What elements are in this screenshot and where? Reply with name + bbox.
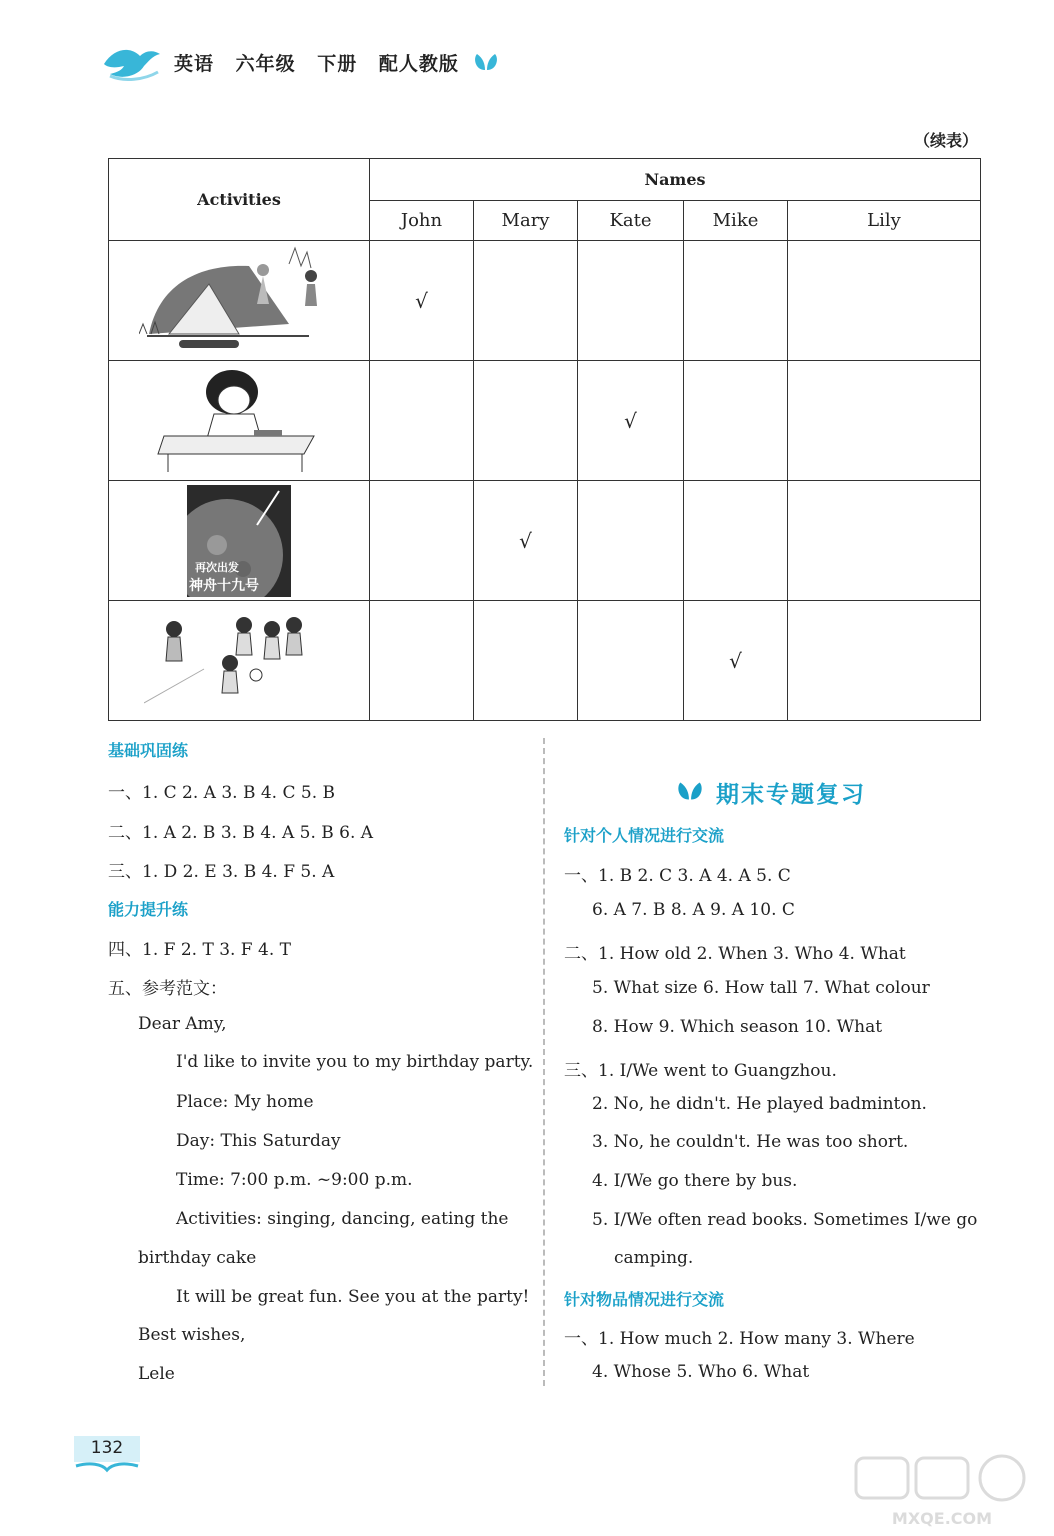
answer-line: 二、1. A 2. B 3. B 4. A 5. B 6. A	[108, 823, 374, 843]
tick-cell	[578, 481, 684, 601]
table-row	[109, 601, 981, 721]
letter-line: Lele	[138, 1364, 175, 1384]
watermark-logo	[852, 1452, 1032, 1532]
kids-playing-football-picture	[144, 609, 334, 709]
girl-writing-picture	[154, 364, 324, 474]
table-row	[109, 241, 981, 361]
answer-line: 2. No, he didn't. He played badminton.	[592, 1094, 927, 1114]
leaf-icon	[674, 780, 706, 802]
answer-line: 三、1. I/We went to Guangzhou.	[564, 1061, 837, 1081]
continued-label: （续表）	[913, 131, 978, 150]
leaf-icon	[471, 52, 501, 72]
activity-image-cell	[109, 601, 370, 721]
name-kate: Kate	[578, 201, 684, 241]
left-column	[108, 736, 534, 1396]
activities-table	[108, 158, 981, 721]
table-row	[109, 361, 981, 481]
activity-image-cell	[109, 481, 370, 601]
tick-cell	[370, 241, 474, 361]
activities-header: Activities	[109, 159, 370, 241]
page-number-badge	[74, 1436, 140, 1474]
letter-line: Best wishes,	[138, 1325, 246, 1345]
review-title: 期末专题复习	[716, 782, 866, 808]
tick-cell	[578, 601, 684, 721]
name-mike: Mike	[684, 201, 788, 241]
tick-cell	[474, 241, 578, 361]
name-lily: Lily	[788, 201, 981, 241]
name-john: John	[370, 201, 474, 241]
answer-line: 一、1. C 2. A 3. B 4. C 5. B	[108, 783, 336, 803]
section-heading-advanced: 能力提升练	[108, 900, 189, 919]
answer-line: 8. How 9. Which season 10. What	[592, 1017, 883, 1037]
tick-cell	[684, 361, 788, 481]
tick-cell	[788, 361, 981, 481]
tick-cell	[684, 481, 788, 601]
page-number: 132	[90, 1438, 124, 1458]
tick-mark: √	[519, 528, 532, 553]
tick-mark: √	[729, 648, 742, 673]
section-heading-objects: 针对物品情况进行交流	[564, 1290, 725, 1309]
tick-cell	[474, 361, 578, 481]
photo-caption-line2: 神舟十九号	[189, 577, 259, 594]
tick-cell	[370, 481, 474, 601]
tick-cell	[578, 241, 684, 361]
letter-line: Dear Amy,	[138, 1014, 227, 1034]
tick-mark: √	[624, 408, 637, 433]
answer-line: 二、1. How old 2. When 3. Who 4. What	[564, 944, 906, 964]
letter-line: Activities: singing, dancing, eating the	[176, 1209, 509, 1229]
photo-caption-line1: 再次出发	[195, 560, 239, 574]
answer-line: 5. I/We often read books. Sometimes I/we go	[592, 1210, 978, 1230]
answer-line: camping.	[614, 1248, 694, 1268]
answer-line: 6. A 7. B 8. A 9. A 10. C	[592, 900, 795, 920]
bird-logo-icon	[100, 42, 162, 82]
column-divider	[543, 738, 545, 1386]
tick-cell	[474, 481, 578, 601]
tick-cell	[370, 601, 474, 721]
tick-cell	[370, 361, 474, 481]
answer-line: 5. What size 6. How tall 7. What colour	[592, 978, 930, 998]
tick-cell	[684, 241, 788, 361]
answer-line: 一、1. B 2. C 3. A 4. A 5. C	[564, 866, 791, 886]
letter-line: birthday cake	[138, 1248, 257, 1268]
answer-line: 3. No, he couldn't. He was too short.	[592, 1132, 909, 1152]
tick-cell	[578, 361, 684, 481]
section-heading-personal: 针对个人情况进行交流	[564, 826, 725, 845]
tick-cell	[684, 601, 788, 721]
letter-line: I'd like to invite you to my birthday party.	[176, 1052, 534, 1072]
answer-line: 4. Whose 5. Who 6. What	[592, 1362, 810, 1382]
answer-line: 四、1. F 2. T 3. F 4. T	[108, 940, 291, 960]
tick-cell	[788, 241, 981, 361]
name-mary: Mary	[474, 201, 578, 241]
answer-line: 4. I/We go there by bus.	[592, 1171, 798, 1191]
space-rocket-picture	[187, 485, 291, 597]
answer-line: 一、1. How much 2. How many 3. Where	[564, 1329, 915, 1349]
tick-mark: √	[415, 288, 428, 313]
letter-line: Time: 7:00 p.m. ~9:00 p.m.	[176, 1170, 413, 1190]
page-header	[100, 40, 501, 84]
activity-image-cell	[109, 241, 370, 361]
letter-line: Place: My home	[176, 1092, 314, 1112]
section-heading-basic: 基础巩固练	[108, 741, 189, 760]
tick-cell	[788, 601, 981, 721]
activity-image-cell	[109, 361, 370, 481]
book-title: 英语 六年级 下册 配人教版	[174, 52, 459, 75]
letter-line: It will be great fun. See you at the party!	[176, 1287, 530, 1307]
tick-cell	[788, 481, 981, 601]
svg-text:MXQE.COM: MXQE.COM	[891, 1509, 993, 1528]
table-row	[109, 481, 981, 601]
answer-line: 三、1. D 2. E 3. B 4. F 5. A	[108, 862, 335, 882]
letter-line: Day: This Saturday	[176, 1131, 341, 1151]
right-column	[564, 772, 984, 1392]
camping-picture	[139, 244, 339, 354]
answer-line: 五、参考范文：	[108, 979, 227, 999]
tick-cell	[474, 601, 578, 721]
names-header: Names	[370, 159, 981, 201]
